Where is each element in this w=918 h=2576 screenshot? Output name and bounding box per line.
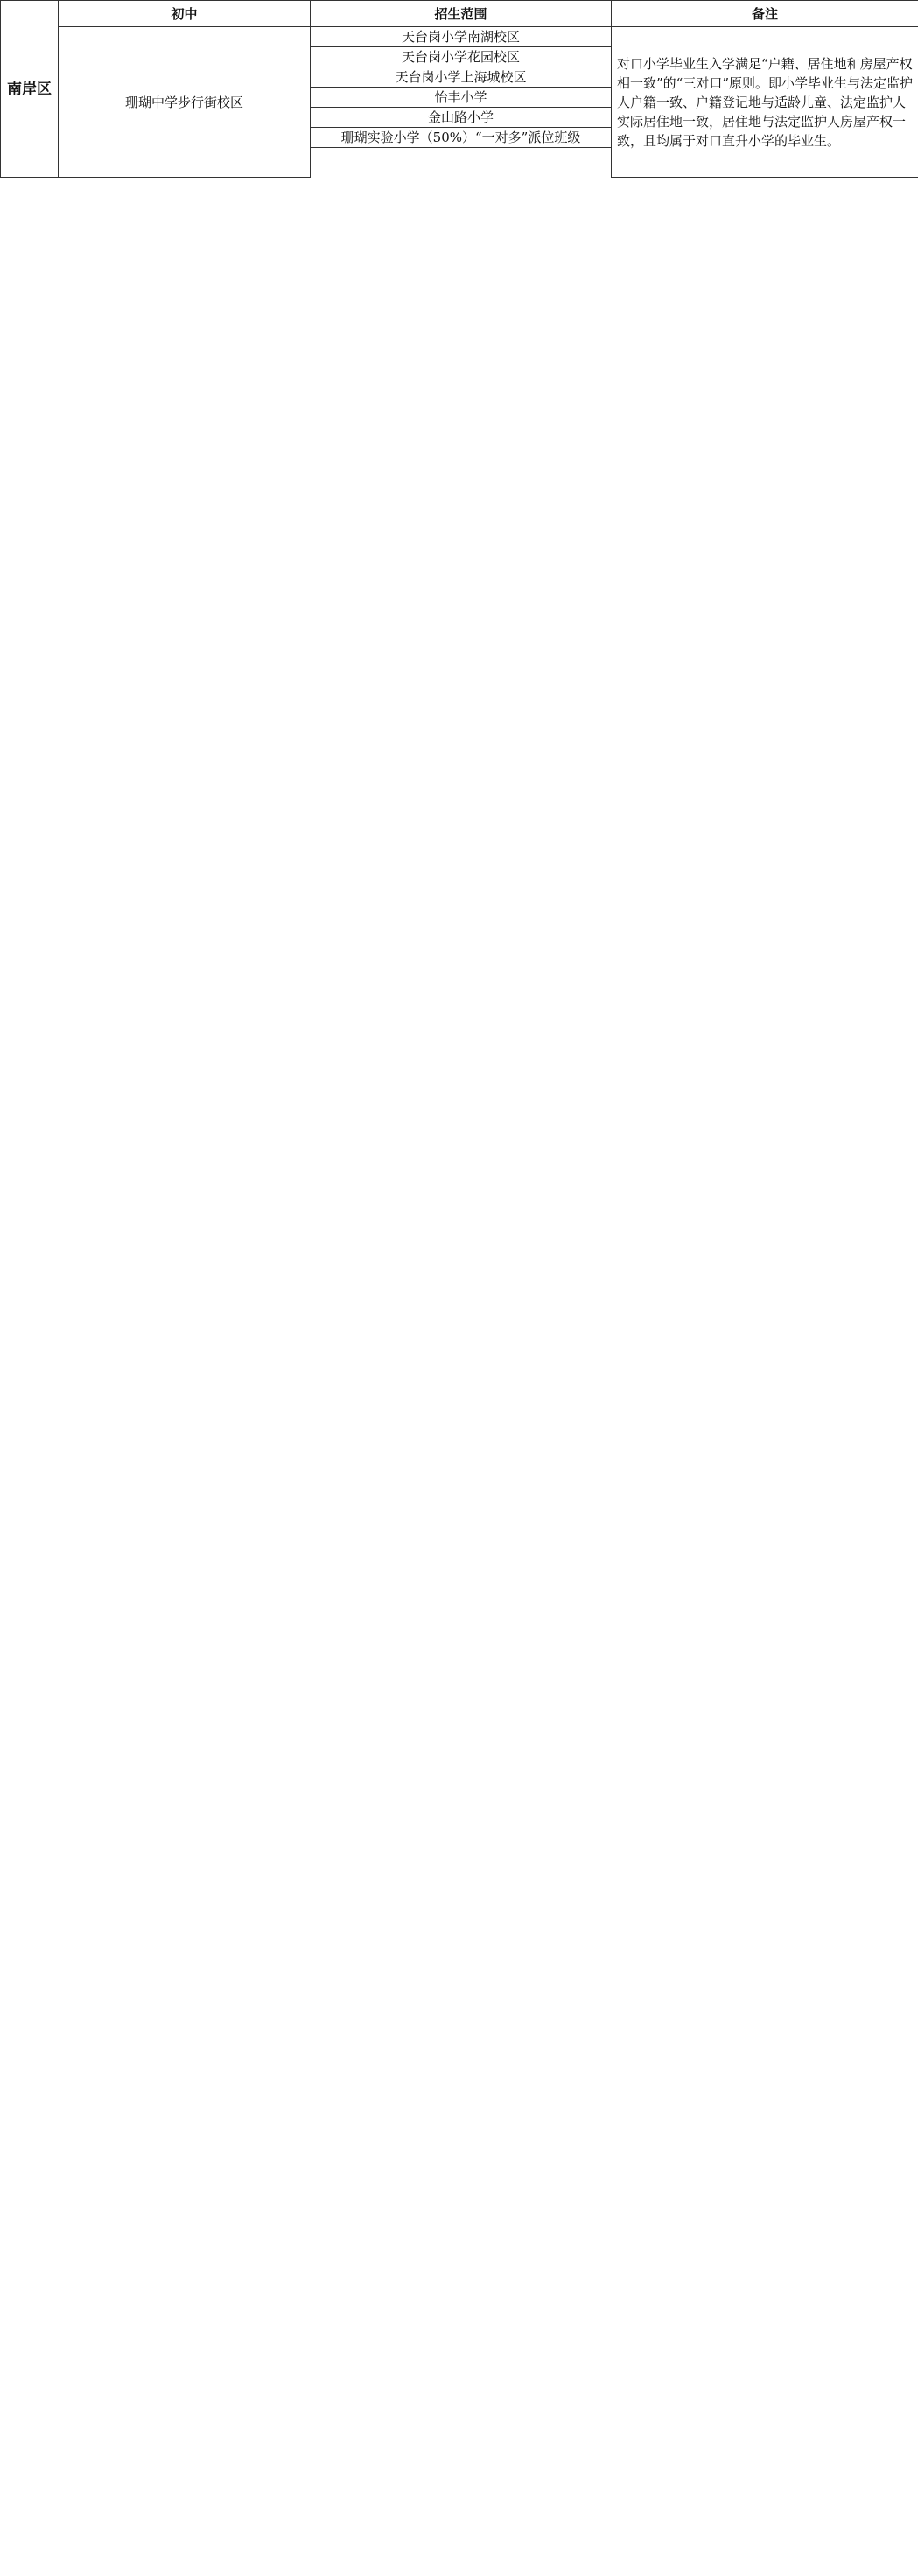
admission-table (0, 0, 918, 178)
enrollment-scope: 金山路小学 (311, 108, 612, 128)
enrollment-scope: 珊瑚实验小学（50%）“一对多”派位班级 (311, 128, 612, 148)
table-row (1, 27, 918, 47)
enrollment-scope: 怡丰小学 (311, 88, 612, 108)
column-header: 备注 (612, 1, 918, 27)
column-header: 初中 (59, 1, 311, 27)
middle-school-name: 珊瑚中学步行街校区 (59, 27, 311, 178)
district-label: 南岸区 (1, 1, 59, 178)
column-header: 招生范围 (311, 1, 612, 27)
table-header-row (1, 1, 918, 27)
enrollment-scope: 天台岗小学花园校区 (311, 47, 612, 67)
enrollment-scope: 天台岗小学南湖校区 (311, 27, 612, 47)
enrollment-scope: 天台岗小学上海城校区 (311, 67, 612, 88)
remark: 对口小学毕业生入学满足“户籍、居住地和房屋产权相一致”的“三对口”原则。即小学毕业生与法定监护人户籍一致、户籍登记地与适龄儿童、法定监护人实际居住地一致，居住地与法定监护人房屋产权一致，且均属于对口直升小学的毕业生。 (612, 27, 918, 178)
